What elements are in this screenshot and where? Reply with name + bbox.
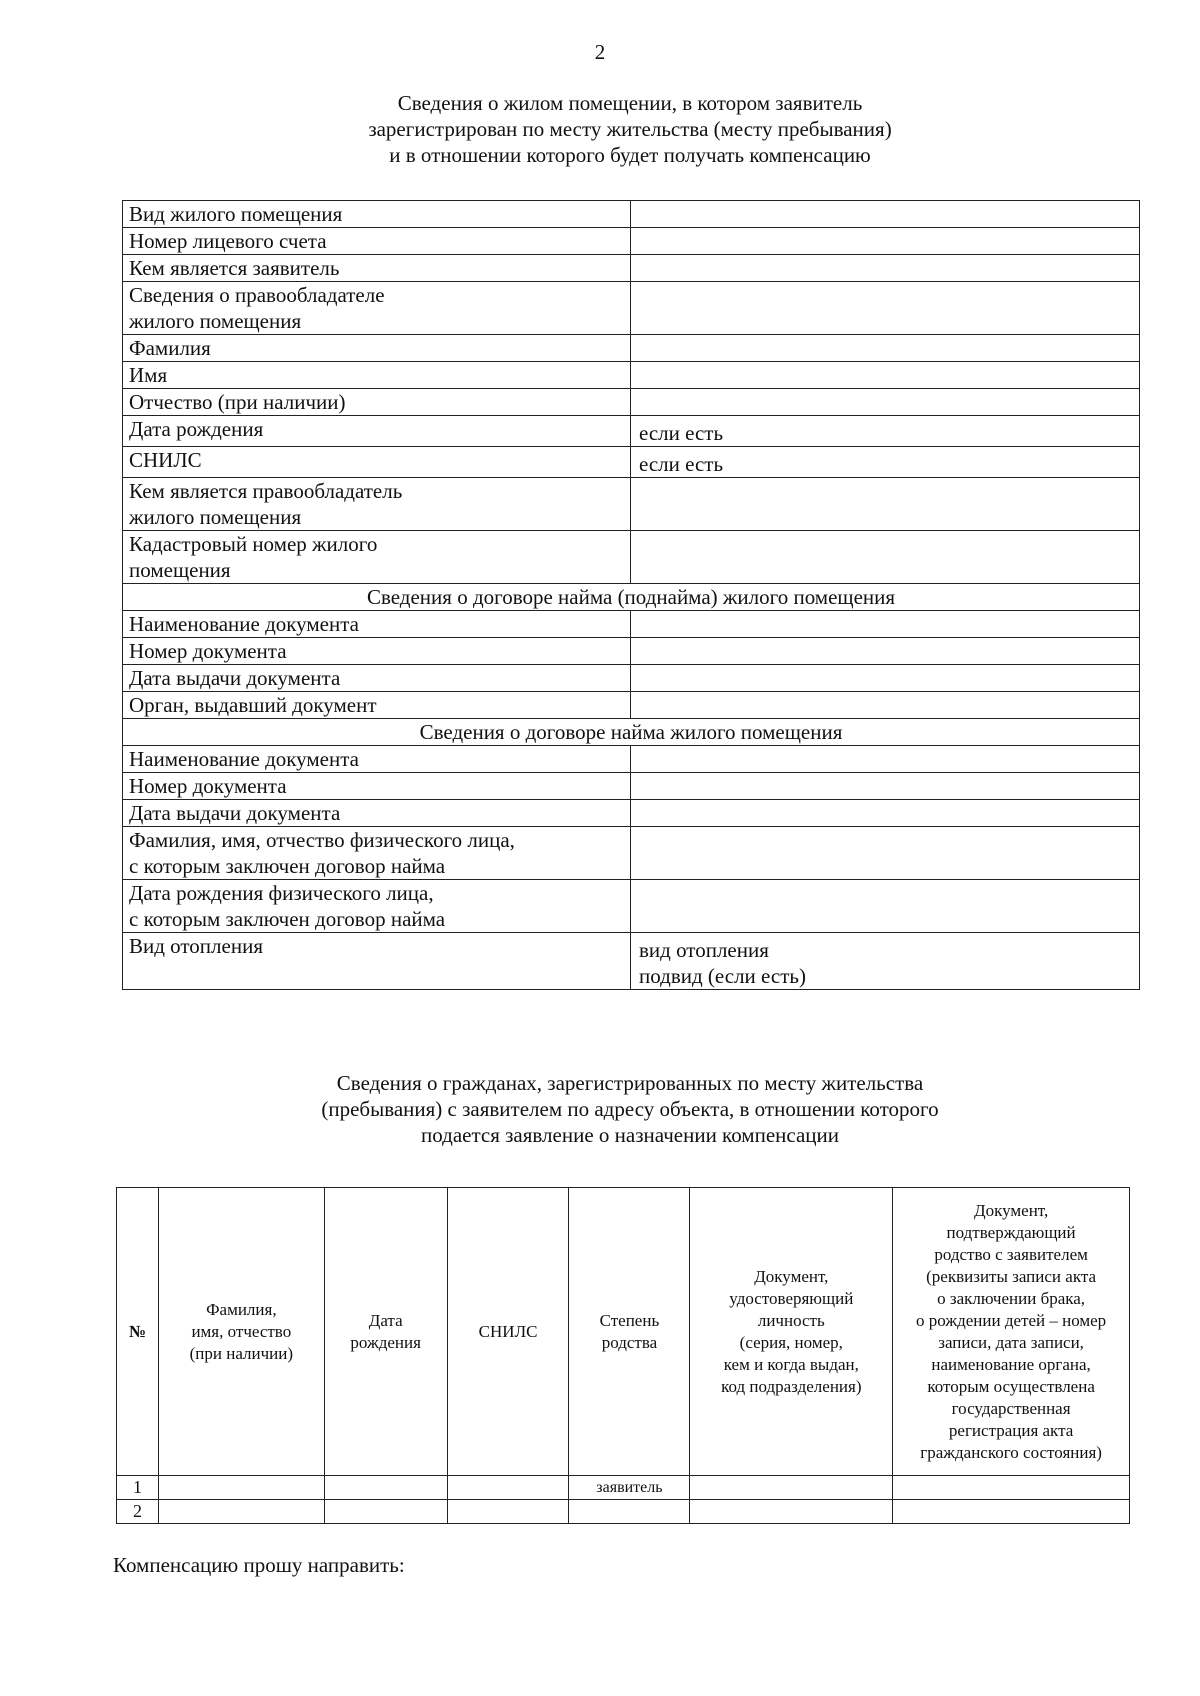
text-line: жилого помещения [129,309,302,333]
heading-line: и в отношении которого будет получать компенсацию [389,143,871,167]
field-value[interactable] [631,773,1140,800]
field-label: СНИЛС [123,447,631,478]
text-line: Документ, [754,1266,829,1286]
info-row [123,531,1140,584]
section-row [123,584,1140,611]
info-row [123,362,1140,389]
field-value[interactable] [631,827,1140,880]
field-value[interactable] [631,665,1140,692]
field-value[interactable] [631,282,1140,335]
text-line: СНИЛС [478,1321,538,1341]
text-line: кем и когда выдан, [723,1354,859,1374]
text-line: код подразделения) [721,1376,862,1396]
field-label: Кем является заявитель [123,255,631,282]
column-header [117,1188,159,1476]
field-label: Наименование документа [123,746,631,773]
text-line: подтверждающий [946,1222,1076,1242]
text-line: рождения [350,1332,421,1352]
column-header [158,1188,324,1476]
text-line: о рождении детей – номер [916,1310,1107,1330]
heading-line: Сведения о гражданах, зарегистрированных по месту жительства [336,1071,924,1095]
text-line: вид отопления [639,938,769,962]
table-cell[interactable]: заявитель [569,1476,690,1500]
table-row [117,1476,1130,1500]
info-row [123,478,1140,531]
field-value[interactable] [631,255,1140,282]
heading-line: Сведения о жилом помещении, в котором заявитель [397,91,863,115]
heading-line: зарегистрирован по месту жительства (месту пребывания) [368,117,892,141]
table-row [117,1500,1130,1524]
info-row [123,773,1140,800]
info-row [123,665,1140,692]
column-header [324,1188,447,1476]
text-line: Документ, [974,1200,1049,1220]
text-line: родства [601,1332,658,1352]
table-cell[interactable] [158,1476,324,1500]
info-row [123,416,1140,447]
field-label: Вид отопления [123,933,631,990]
text-line: (при наличии) [189,1343,294,1363]
info-row [123,335,1140,362]
text-line: с которым заключен договор найма [129,907,446,931]
table-cell[interactable] [569,1500,690,1524]
registered-citizens-table [116,1187,1130,1524]
field-label [123,827,631,880]
text-line: (реквизиты записи акта [926,1266,1097,1286]
table-cell[interactable] [893,1476,1130,1500]
field-value[interactable] [631,335,1140,362]
field-value[interactable] [631,531,1140,584]
table-cell[interactable] [447,1476,569,1500]
field-label: Дата выдачи документа [123,665,631,692]
info-row [123,800,1140,827]
field-label [123,282,631,335]
housing-section-heading [150,90,1110,168]
field-label: Дата выдачи документа [123,800,631,827]
table-cell[interactable] [324,1476,447,1500]
row-number: 1 [117,1476,159,1500]
info-row [123,611,1140,638]
info-row [123,282,1140,335]
field-label: Номер документа [123,638,631,665]
column-header [569,1188,690,1476]
text-line: гражданского состояния) [920,1442,1102,1462]
field-value[interactable] [631,880,1140,933]
field-value[interactable] [631,478,1140,531]
text-line: удостоверяющий [729,1288,854,1308]
field-label: Фамилия [123,335,631,362]
text-line: Сведения о правообладателе [129,283,385,307]
field-label [123,880,631,933]
text-line: государственная [951,1398,1071,1418]
text-line: (серия, номер, [739,1332,843,1352]
compensation-destination-label: Компенсацию прошу направить: [113,1553,405,1577]
field-label: Наименование документа [123,611,631,638]
text-line: Кем является правообладатель [129,479,403,503]
field-value[interactable] [631,201,1140,228]
text-line: № [128,1321,147,1341]
row-number: 2 [117,1500,159,1524]
citizens-section-heading [150,1070,1110,1148]
text-line: Дата рождения физического лица, [129,881,434,905]
text-line: помещения [129,558,231,582]
text-line: Кадастровый номер жилого [129,532,378,556]
text-line: Степень [599,1310,660,1330]
table-cell[interactable] [690,1500,893,1524]
field-label: Орган, выдавший документ [123,692,631,719]
field-value[interactable] [631,389,1140,416]
text-line: наименование органа, [931,1354,1091,1374]
field-value[interactable] [631,638,1140,665]
text-line: личность [757,1310,825,1330]
text-line: которым осуществлена [927,1376,1095,1396]
field-label: Имя [123,362,631,389]
info-row [123,692,1140,719]
table-cell[interactable] [324,1500,447,1524]
info-row [123,255,1140,282]
text-line: с которым заключен договор найма [129,854,446,878]
section-title: Сведения о договоре найма жилого помещения [123,719,1140,746]
section-row [123,719,1140,746]
info-row [123,389,1140,416]
field-value[interactable]: если есть [631,416,1140,447]
text-line: имя, отчество [191,1321,292,1341]
info-row [123,933,1140,990]
field-value[interactable] [631,692,1140,719]
table-cell[interactable] [893,1500,1130,1524]
table-cell[interactable] [158,1500,324,1524]
housing-info-table [122,200,1140,990]
field-label: Дата рождения [123,416,631,447]
field-label: Вид жилого помещения [123,201,631,228]
column-header [447,1188,569,1476]
field-value[interactable] [631,362,1140,389]
field-value[interactable] [631,746,1140,773]
field-value[interactable] [631,933,1140,990]
info-row [123,201,1140,228]
page-number: 2 [594,40,606,64]
heading-line: подается заявление о назначении компенсации [421,1123,839,1147]
field-value[interactable] [631,228,1140,255]
field-label: Отчество (при наличии) [123,389,631,416]
field-value[interactable] [631,611,1140,638]
info-row [123,880,1140,933]
column-header [690,1188,893,1476]
heading-line: (пребывания) с заявителем по адресу объекта, в отношении которого [321,1097,939,1121]
text-line: Дата [368,1310,403,1330]
field-label [123,531,631,584]
info-row [123,447,1140,478]
info-row [123,746,1140,773]
info-row [123,827,1140,880]
table-cell[interactable] [447,1500,569,1524]
text-line: регистрация акта [948,1420,1074,1440]
table-cell[interactable] [690,1476,893,1500]
info-row [123,638,1140,665]
field-value[interactable]: если есть [631,447,1140,478]
text-line: Фамилия, [206,1299,277,1319]
info-row [123,228,1140,255]
text-line: родство с заявителем [934,1244,1088,1264]
text-line: о заключении брака, [937,1288,1086,1308]
field-label: Номер лицевого счета [123,228,631,255]
text-line: записи, дата записи, [938,1332,1084,1352]
field-label [123,478,631,531]
section-title: Сведения о договоре найма (поднайма) жилого помещения [123,584,1140,611]
field-value[interactable] [631,800,1140,827]
field-label: Номер документа [123,773,631,800]
column-header [893,1188,1130,1476]
text-line: подвид (если есть) [639,964,806,988]
text-line: жилого помещения [129,505,302,529]
text-line: Фамилия, имя, отчество физического лица, [129,828,515,852]
